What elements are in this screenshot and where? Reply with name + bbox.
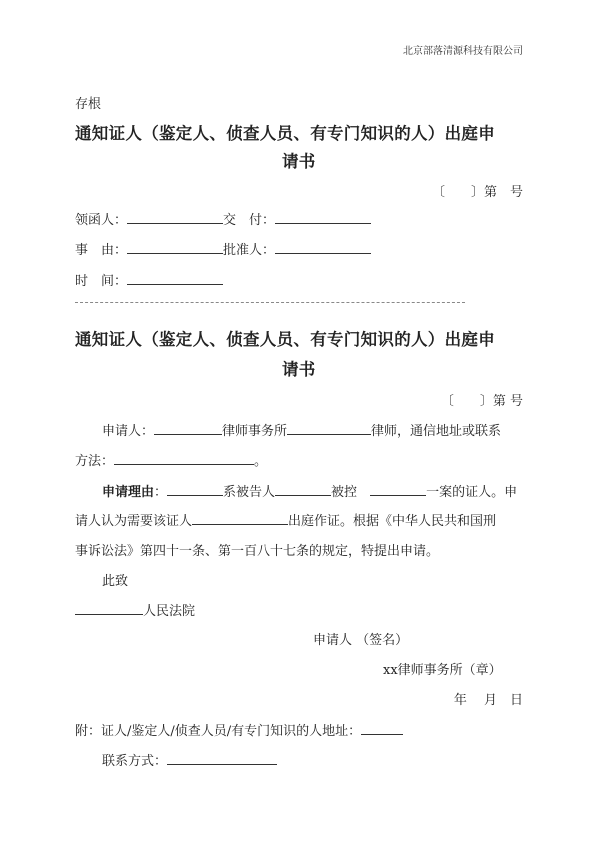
attachment-label: 附：证人/鉴定人/侦查人员/有专门知识的人地址： (75, 724, 362, 739)
reason-row (102, 481, 517, 500)
reason-line2 (75, 510, 496, 529)
approver-label: 批准人： (223, 243, 276, 258)
signature: 申请人 （签名） (313, 633, 409, 648)
reason-label: 申请理由 (102, 485, 155, 500)
reason-line3: 事诉讼法》第四十一条、第一百八十七条的规定，特提出申请。 (75, 544, 440, 559)
reason-text-2: 被控 (331, 485, 358, 500)
address-blank[interactable] (361, 722, 403, 735)
date-line: 年 月 日 (453, 693, 523, 708)
deliver-label: 交 付： (223, 213, 276, 228)
law-firm-text: 律师事务所 (222, 424, 288, 439)
time-blank[interactable] (127, 272, 223, 285)
applicant-blank[interactable] (154, 422, 222, 435)
deliver-blank[interactable] (275, 211, 371, 224)
main-title-line2: 请书 (282, 360, 316, 379)
time-label: 时 间： (75, 274, 128, 289)
reason-line2-a: 请人认为需要该证人 (75, 514, 193, 529)
stub-receiver-row (75, 209, 371, 228)
company-header: 北京部落清源科技有限公司 (403, 46, 523, 57)
main-number: 〔 〕第 号 (440, 394, 523, 409)
matter-label: 事 由： (75, 243, 128, 258)
charge-blank[interactable] (275, 483, 331, 496)
cut-line (75, 302, 465, 303)
applicant-label: 申请人： (102, 424, 155, 439)
stub-title-line1: 通知证人（鉴定人、侦查人员、有专门知识的人）出庭申 (75, 124, 495, 143)
contact-blank[interactable] (114, 452, 254, 465)
stub-matter-row (75, 239, 371, 258)
contact-way-label: 联系方式： (102, 754, 168, 769)
stub-title-line2: 请书 (282, 152, 316, 171)
reason-colon: ： (154, 485, 168, 500)
stub-time-row (75, 270, 223, 289)
contact-way-blank[interactable] (167, 752, 277, 765)
defendant-blank[interactable] (167, 483, 223, 496)
case-blank[interactable] (370, 483, 426, 496)
contact-period: 。 (254, 454, 268, 469)
reason-text-1: 系被告人 (223, 485, 276, 500)
applicant-row (102, 420, 501, 439)
receiver-label: 领函人： (75, 213, 128, 228)
lawyer-text: 律师，通信地址或联系 (371, 424, 502, 439)
contact-label: 方法： (75, 454, 115, 469)
attachment-row (75, 720, 403, 739)
matter-blank[interactable] (127, 241, 223, 254)
stub-number: 〔 〕第 号 (431, 185, 523, 200)
contact-way-row (102, 750, 277, 769)
firm-seal: xx律师事务所（章） (383, 663, 502, 678)
approver-blank[interactable] (275, 241, 371, 254)
contact-row (75, 450, 267, 469)
receiver-blank[interactable] (127, 211, 223, 224)
main-title-line1: 通知证人（鉴定人、侦查人员、有专门知识的人）出庭申 (75, 330, 495, 349)
stub-label: 存根 (75, 97, 102, 112)
witness-blank[interactable] (192, 512, 288, 525)
salutation: 此致 (102, 574, 129, 589)
lawyer-blank[interactable] (287, 422, 371, 435)
reason-line2-b: 出庭作证。根据《中华人民共和国刑 (288, 514, 497, 529)
court-blank[interactable] (75, 602, 143, 615)
court-suffix: 人民法院 (143, 604, 196, 619)
court-row (75, 600, 195, 619)
reason-text-3: 一案的证人。申 (426, 485, 518, 500)
